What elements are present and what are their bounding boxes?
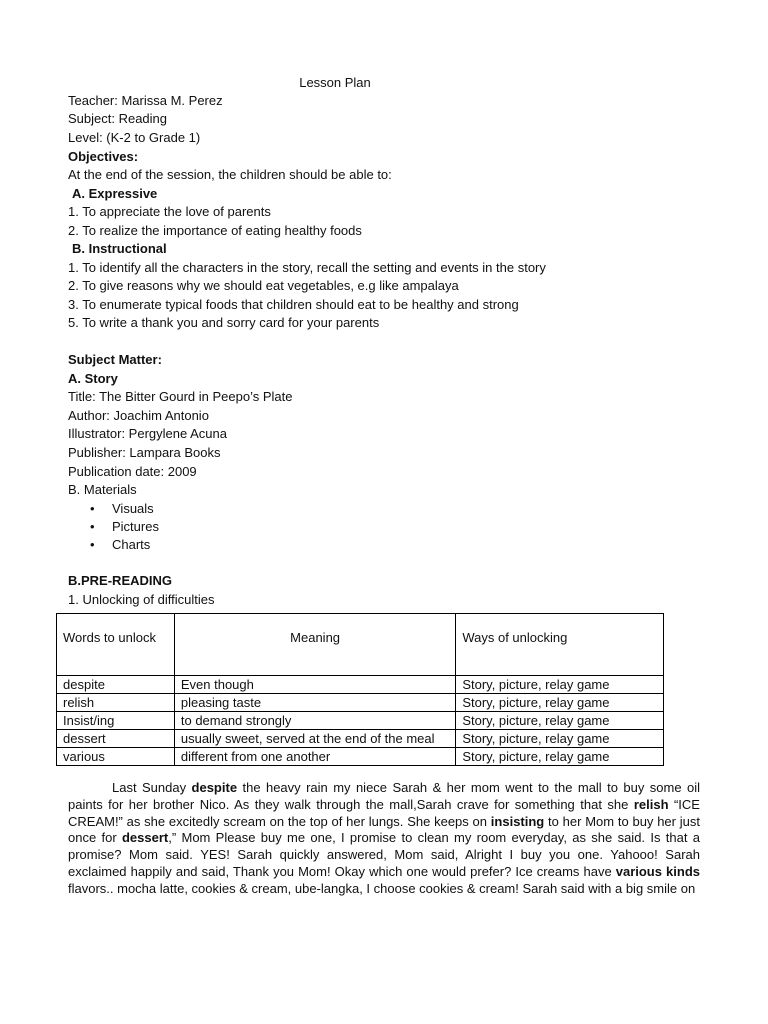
- instructional-item: 3. To enumerate typical foods that children should eat to be healthy and strong: [68, 297, 519, 312]
- story-publisher: Publisher: Lampara Books: [68, 445, 221, 460]
- table-cell: Story, picture, relay game: [456, 676, 664, 694]
- story-illustrator: Illustrator: Pergylene Acuna: [68, 426, 227, 441]
- table-cell: Insist/ing: [57, 712, 175, 730]
- story-author: Author: Joachim Antonio: [68, 408, 209, 423]
- instructional-item: 5. To write a thank you and sorry card for your parents: [68, 315, 380, 330]
- table-row: [57, 676, 664, 694]
- story-segment: to her Mom to buy her just once for: [68, 813, 700, 846]
- expressive-heading: A. Expressive: [72, 186, 158, 201]
- table-header-cell: Meaning: [174, 614, 455, 676]
- level-line: Level: (K-2 to Grade 1): [68, 130, 201, 145]
- materials-heading: B. Materials: [68, 482, 137, 497]
- subject-line: Subject: Reading: [68, 111, 168, 126]
- table-cell: Story, picture, relay game: [456, 712, 664, 730]
- vocab-word-relish: relish: [633, 796, 669, 812]
- table-cell: despite: [57, 676, 175, 694]
- table-row: [57, 748, 664, 766]
- table-cell: usually sweet, served at the end of the meal: [174, 730, 455, 748]
- pre-reading-sub: 1. Unlocking of difficulties: [68, 592, 215, 607]
- story-segment: flavors.. mocha latte, cookies & cream, ube-langka, I choose cookies & cream! Sarah said with a big smile on: [68, 880, 696, 896]
- table-cell: to demand strongly: [174, 712, 455, 730]
- table-header-row: [57, 614, 664, 676]
- table-cell: Story, picture, relay game: [456, 730, 664, 748]
- table-cell: Even though: [174, 676, 455, 694]
- expressive-item: 2. To realize the importance of eating healthy foods: [68, 223, 362, 238]
- objectives-heading: Objectives:: [68, 149, 139, 164]
- expressive-item: 1. To appreciate the love of parents: [68, 204, 271, 219]
- table-row: [57, 694, 664, 712]
- instructional-item: 2. To give reasons why we should eat vegetables, e.g like ampalaya: [68, 278, 459, 293]
- instructional-item: 1. To identify all the characters in the story, recall the setting and events in the story: [68, 260, 546, 275]
- vocabulary-table: [56, 613, 664, 766]
- table-cell: dessert: [57, 730, 175, 748]
- objectives-intro: At the end of the session, the children should be able to:: [68, 167, 392, 182]
- vocab-word-despite: despite: [191, 780, 238, 795]
- bullet-icon: •: [90, 537, 95, 552]
- page-title: Lesson Plan: [299, 75, 371, 90]
- story-segment: ,” Mom Please buy me one, I promise to clean my room everyday, as she said. Is that a promise? Mom said. YES! Sarah quickly answered, Mom said, Alright I buy you one. Yahooo! Sarah exclaimed happily and said, Thank you Mom! Okay which one would prefer? Ice creams have: [68, 830, 700, 879]
- story-heading: A. Story: [68, 371, 118, 386]
- bullet-icon: •: [90, 519, 95, 534]
- vocab-word-dessert: dessert: [121, 830, 169, 846]
- table-header-cell: Ways of unlocking: [456, 614, 664, 676]
- story-title: Title: The Bitter Gourd in Peepo’s Plate: [68, 389, 293, 404]
- story-segment: the heavy rain my niece Sarah & her mom went to the mall to buy some oil paints for her brother Nico. As they walk through the mall,Sarah crave for something that she: [68, 780, 701, 812]
- story-publication-date: Publication date: 2009: [68, 464, 197, 479]
- vocab-word-insisting: insisting: [490, 813, 545, 829]
- bullet-icon: •: [90, 501, 95, 516]
- material-item: Pictures: [112, 519, 159, 534]
- story-paragraph: [68, 780, 700, 898]
- story-segment: Last Sunday: [112, 780, 192, 795]
- pre-reading-heading: B.PRE-READING: [68, 573, 173, 588]
- table-header-cell: Words to unlock: [57, 614, 175, 676]
- teacher-line: Teacher: Marissa M. Perez: [68, 93, 223, 108]
- subject-matter-heading: Subject Matter:: [68, 352, 162, 367]
- table-cell: relish: [57, 694, 175, 712]
- table-cell: pleasing taste: [174, 694, 455, 712]
- material-item: Visuals: [112, 501, 154, 516]
- table-row: [57, 712, 664, 730]
- table-row: [57, 730, 664, 748]
- instructional-heading: B. Instructional: [72, 241, 167, 256]
- vocab-word-various-kinds: various kinds: [615, 863, 700, 879]
- table-cell: different from one another: [174, 748, 455, 766]
- story-segment: “ICE CREAM!” as she excitedly scream on the top of her lungs. She keeps on: [68, 796, 700, 829]
- table-cell: Story, picture, relay game: [456, 748, 664, 766]
- table-cell: Story, picture, relay game: [456, 694, 664, 712]
- table-cell: various: [57, 748, 175, 766]
- material-item: Charts: [112, 537, 151, 552]
